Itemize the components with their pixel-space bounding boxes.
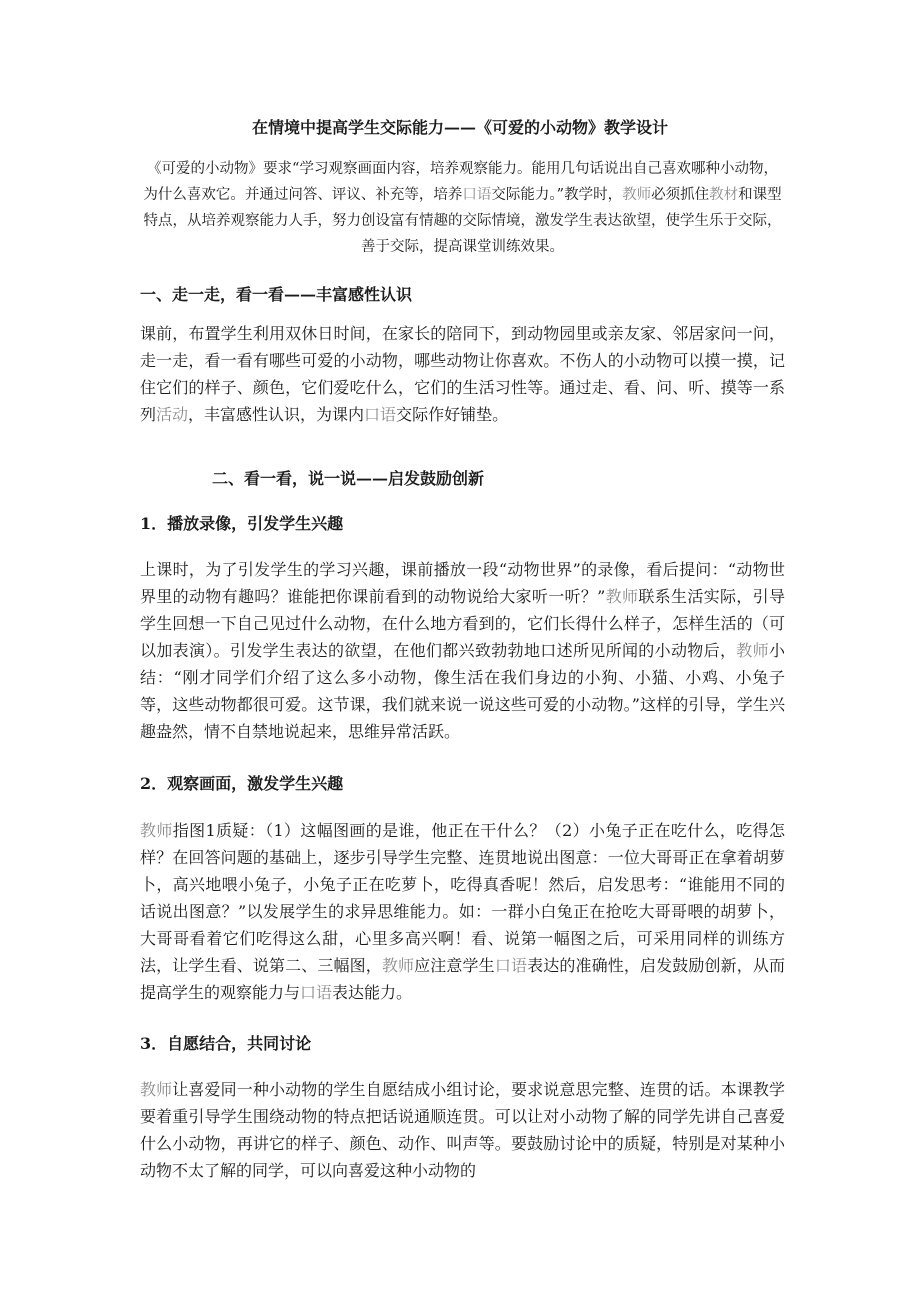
subsection-3-heading: 3．自愿结合，共同讨论 — [140, 1034, 312, 1053]
section-1-heading: 一、走一走，看一看——丰富感性认识 — [140, 285, 413, 304]
highlighted-term: 教师 — [140, 1080, 173, 1099]
text-run: 指图1质疑：（1）这幅图画的是谁，他正在干什么？（2）小兔子正在吃什么，吃得怎样？在回答问题的基础上，逐步引导学生完整、连贯地说出图意：一位大哥哥正在拿着胡萝卜，高兴地喂小兔子，小兔子正在吃萝卜，吃得真香呢！然后，启发思考：“谁能用不同的话说出图意？”以发展学生的求异思维能力。如：一群小白兔正在抢吃大哥哥喂的胡萝卜，大哥哥看着它们吃得这么甜，心里多高兴啊！看、说第一幅图之后，可采用同样的训练方法，让学生看、说第二、三幅图， — [140, 821, 785, 975]
text-run: 上课时，为了引发学生的学习兴趣，课前播放一段“动物世界”的录像，看后提问：“动物世界里的动物有趣吗？谁能把你课前看到的动物说给大家听一听？” — [140, 560, 785, 606]
subsection-1-paragraph — [140, 556, 785, 745]
subsection-2-heading: 2．观察画面，激发学生兴趣 — [140, 774, 344, 793]
highlighted-term: 教师 — [622, 187, 652, 203]
text-run: 让喜爱同一种小动物的学生自愿结成小组讨论，要求说意思完整、连贯的话。本课教学要着重引导学生围绕动物的特点把话说通顺连贯。可以让对小动物了解的同学先讲自己喜爱什么小动物，再讲它的样子、颜色、动作、叫声等。要鼓励讨论中的质疑，特别是对某种小动物不太了解的同学，可以向喜爱这种小动物的 — [140, 1080, 785, 1180]
text-run: 必须抓住 — [651, 187, 710, 203]
highlighted-term: 教材 — [709, 187, 739, 203]
text-run: 应注意学生 — [414, 956, 495, 975]
highlighted-term: 教师 — [140, 821, 173, 840]
text-run: 小结：“刚才同学们介绍了这么多小动物，像生活在我们身边的小狗、小猫、小鸡、小兔子等，这些动物都很可爱。这节课，我们就来说一说这些可爱的小动物。”这样的引导，学生兴趣盎然，情不自禁地说起来，思维异常活跃。 — [140, 641, 785, 741]
text-run: 表达能力。 — [332, 983, 413, 1002]
text-run: 交际作好铺垫。 — [396, 405, 509, 424]
text-run: 和课型特点，从培养观察能力人手，努力创设富有情趣的交际情境，激发学生表达欲望，使学生乐于交际，善于交际，提高课堂训练效果。 — [143, 187, 782, 255]
text-run: 课前，布置学生利用双休日时间，在家长的陪同下，到动物园里或亲友家、邻居家问一问，走一走，看一看有哪些可爱的小动物，哪些动物让你喜欢。不伤人的小动物可以摸一摸，记住它们的样子、颜色，它们爱吃什么，它们的生活习性等。通过走、看、问、听、摸等一系列 — [140, 324, 785, 424]
document-title: 在情境中提高学生交际能力——《可爱的小动物》教学设计 — [251, 118, 668, 137]
highlighted-term: 教师 — [605, 587, 639, 606]
text-run: 联系生活实际，引导学生回想一下自己见过什么动物，在什么地方看到的，它们长得什么样子，怎样生活的（可以加表演）。引发学生表达的欲望，在他们都兴致勃勃地口述所见所闻的小动物后， — [140, 587, 785, 660]
highlighted-term: 口语 — [300, 983, 333, 1002]
subsection-1-heading: 1．播放录像，引发学生兴趣 — [140, 514, 344, 533]
highlighted-term: 口语 — [462, 187, 492, 203]
highlighted-term: 口语 — [364, 405, 397, 424]
subsection-2-paragraph — [140, 817, 785, 1006]
intro-paragraph — [140, 156, 785, 260]
highlighted-term: 口语 — [494, 956, 528, 975]
text-run: 交际能力。”教学时， — [491, 187, 623, 203]
text-run: 表达的准确性，启发鼓励创新，从而提高学生的观察能力与 — [140, 956, 785, 1002]
subsection-3-paragraph — [140, 1076, 785, 1184]
text-run: 《可爱的小动物》要求“学习观察画面内容，培养观察能力。能用几句话说出自己喜欢哪种小动物，为什么喜欢它。并通过问答、评议、补充等，培养 — [143, 161, 778, 203]
section-2-heading: 二、看一看，说一说——启发鼓励创新 — [212, 469, 485, 488]
text-run: ，丰富感性认识，为课内 — [188, 405, 365, 424]
section-1-paragraph — [140, 320, 785, 428]
highlighted-term: 教师 — [736, 641, 769, 660]
highlighted-term: 教师 — [381, 956, 415, 975]
highlighted-term: 活动 — [156, 405, 189, 424]
